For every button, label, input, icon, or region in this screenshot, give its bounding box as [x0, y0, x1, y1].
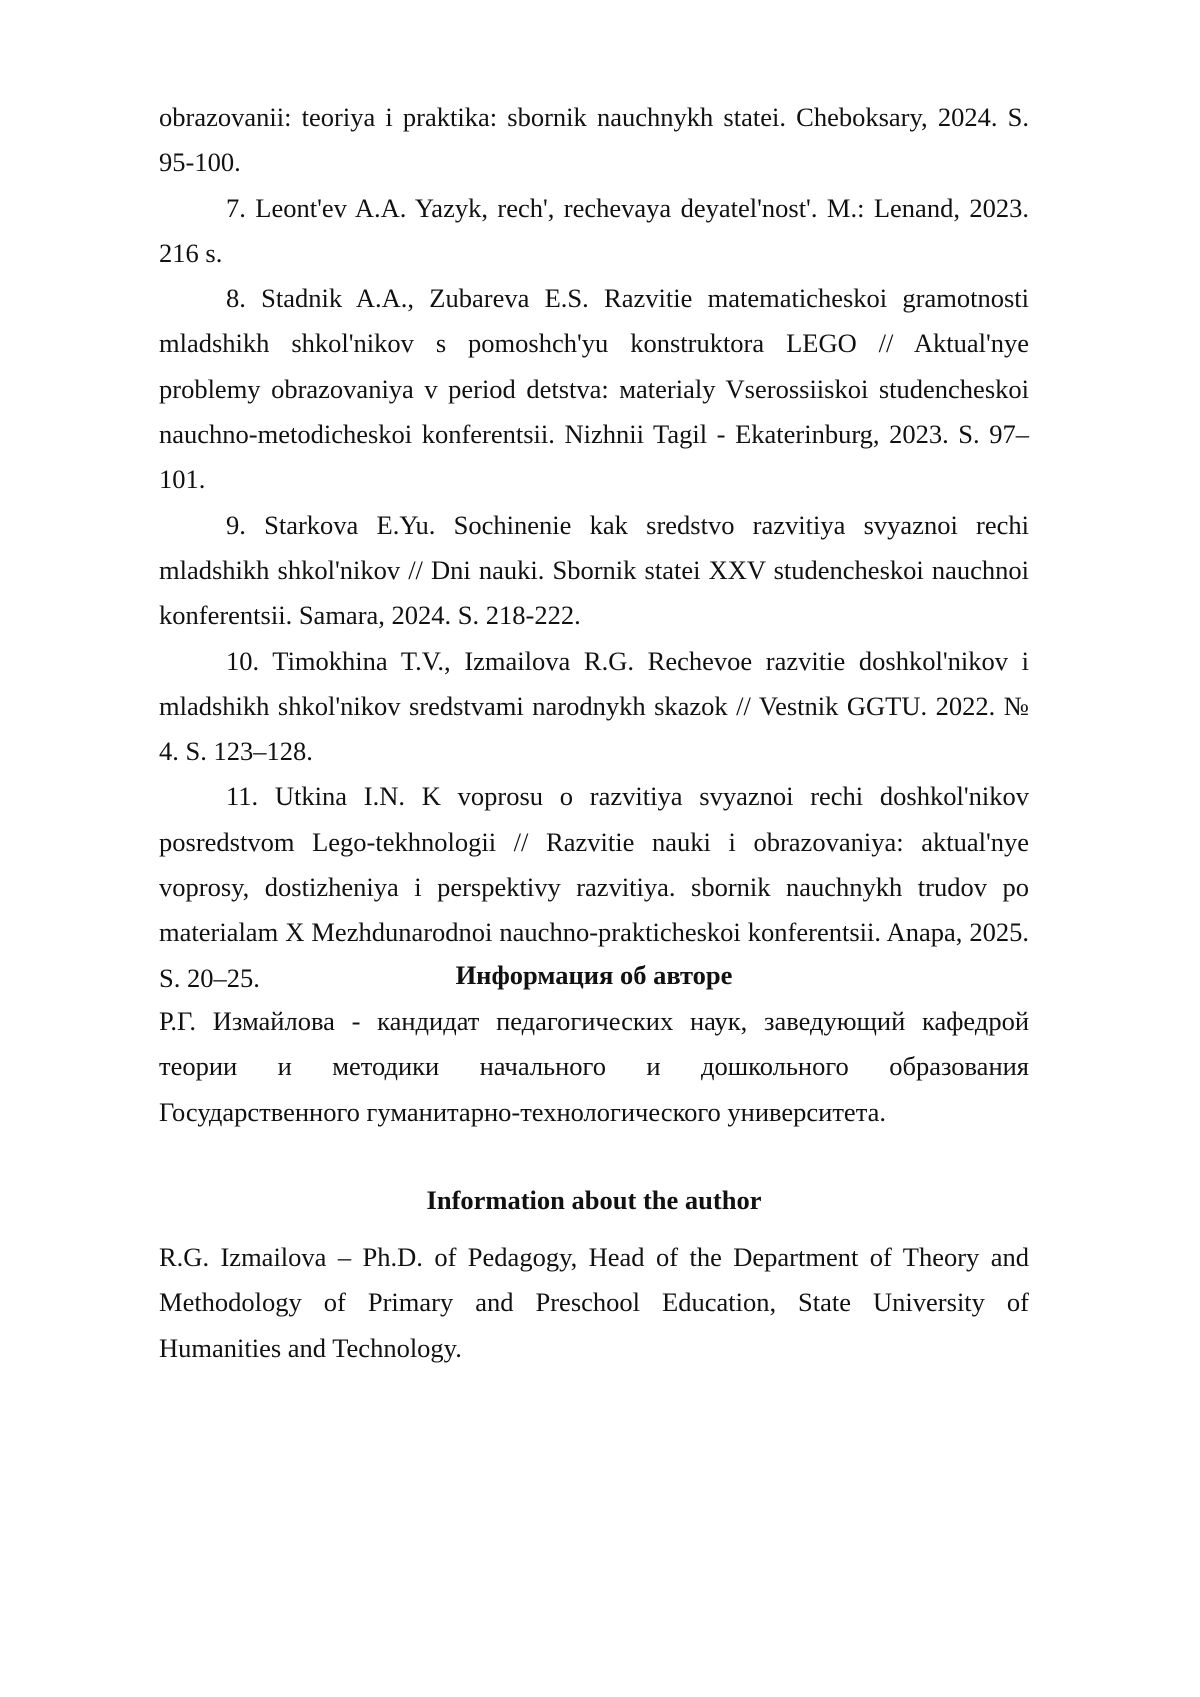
reference-item-10: 10. Timokhina T.V., Izmailova R.G. Rechevoe razvitie doshkol'nikov i mladshikh shkol'nikov sredstvami narodnykh skazok // Vestnik GGTU. 2022. № 4. S. 123–128. [159, 639, 1029, 775]
author-info-heading-ru: Информация об авторе [159, 953, 1029, 998]
reference-list [159, 95, 1029, 1001]
author-info-paragraph-en: R.G. Izmailova – Ph.D. of Pedagogy, Head of the Department of Theory and Methodology of Primary and Preschool Education, State University of Humanities and Technology. [159, 1235, 1029, 1371]
author-info-paragraph-ru: Р.Г. Измайлова - кандидат педагогических наук, заведующий кафедрой теории и методики начального и дошкольного образования Государственного гуманитарно-технологического университета. [159, 999, 1029, 1135]
author-info-heading-en: Information about the author [159, 1178, 1029, 1223]
reference-continuation: obrazovanii: teoriya i praktika: sbornik nauchnykh statei. Cheboksary, 2024. S. 95-100. [159, 95, 1029, 186]
reference-item-9: 9. Starkova E.Yu. Sochinenie kak sredstvo razvitiya svyaznoi rechi mladshikh shkol'nikov // Dni nauki. Sbornik statei XXV studencheskoi nauchnoi konferentsii. Samara, 2024. S. 218-222. [159, 503, 1029, 639]
reference-item-11: 11. Utkina I.N. K voprosu o razvitiya svyaznoi rechi doshkol'nikov posredstvom Lego-tekhnologii // Razvitie nauki i obrazovaniya: aktual'nye voprosy, dostizheniya i perspektivy razvitiya. sbornik nauchnykh trudov po materialam X Mezhdunarodnoi nauchno-prakticheskoi konferentsii. Anapa, 2025. S. 20–25. [159, 774, 1029, 1000]
author-info-text-ru [159, 999, 1029, 1135]
reference-item-7: 7. Leont'ev A.A. Yazyk, rech', rechevaya deyatel'nost'. M.: Lenand, 2023. 216 s. [159, 186, 1029, 277]
author-info-text-en [159, 1235, 1029, 1371]
reference-item-8: 8. Stadnik A.A., Zubareva E.S. Razvitie matematicheskoi gramotnosti mladshikh shkol'nikov s pomoshch'yu konstruktora LEGO // Aktual'nye problemy obrazovaniya v period detstva: мaterialy Vserossiiskoi studencheskoi nauchno-metodicheskoi konferentsii. Nizhnii Tagil - Ekaterinburg, 2023. S. 97–101. [159, 276, 1029, 502]
